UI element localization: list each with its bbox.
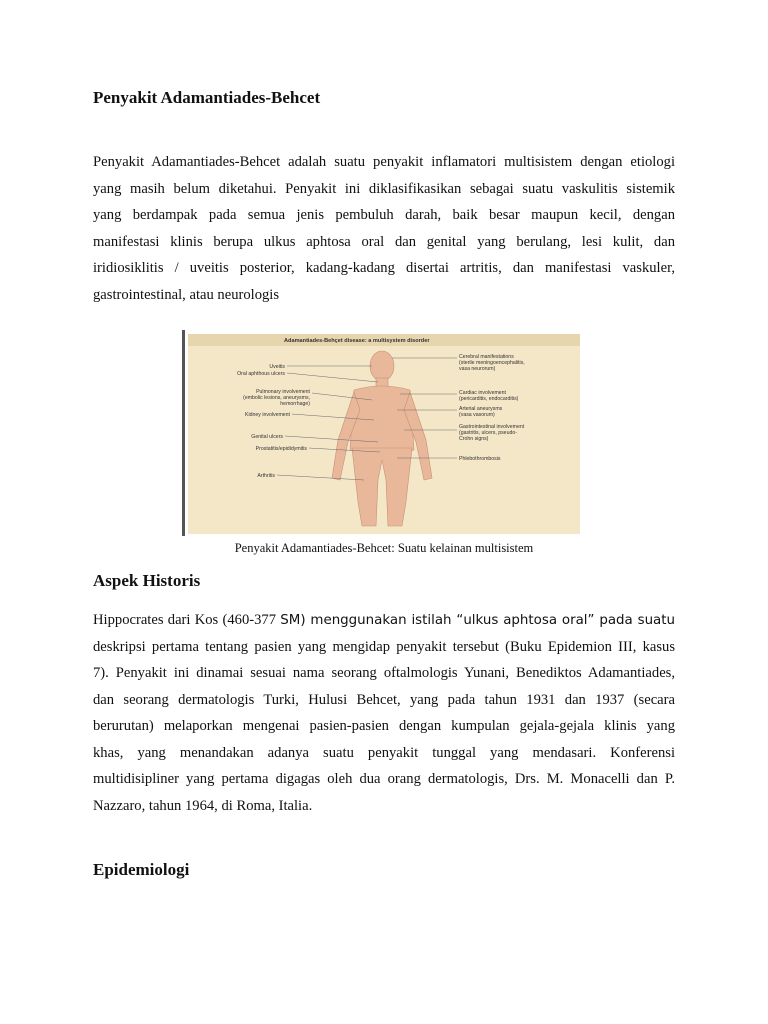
label-prostatitis: Prostatitis/epididymitis (255, 446, 307, 452)
text-line: 7). Penyakit ini dinamai sesuai nama seorang oftalmologis Yunani, Benediktos Adamantiades, (93, 665, 675, 681)
label-arterial-detail: (vasa vasorum) (459, 412, 495, 418)
text-line-part-sans: SM) menggunakan istilah “ulkus aphtosa oral” pada suatu (280, 613, 676, 628)
label-pulmonary-detail: (embolic lesions, aneurysms, (243, 395, 310, 401)
paragraph-historis (93, 607, 675, 819)
figure-caption: Penyakit Adamantiades-Behcet: Suatu kelainan multisistem (234, 541, 534, 555)
text-line: gastrointestinal, atau neurologis (93, 286, 280, 303)
text-line: iridiosiklitis / uveitis posterior, kadang-kadang disertai artritis, dan manifestasi vaskuler, (93, 260, 675, 276)
text-line: deskripsi pertama tentang pasien yang mengidap penyakit tersebut (Buku Epidemion III, kasus (93, 638, 675, 655)
text-line: Penyakit Adamantiades-Behcet adalah suatu penyakit inflamatori multisistem dengan etiologi (93, 154, 675, 170)
text-line: dan seorang dermatologis Turki, Hulusi Behcet, yang pada tahun 1931 dan 1937 (secara (93, 691, 675, 708)
label-arterial: Arterial aneurysms (459, 406, 503, 412)
label-pulmonary-detail2: hemorrhage) (280, 401, 310, 407)
figure-header: Adamantiades-Behçet disease: a multisystem disorder (284, 338, 430, 344)
title-epidemiologi: Epidemiologi (93, 860, 190, 879)
label-gastro-detail2: Crohn signs) (459, 436, 489, 442)
label-oral-ulcers: Oral aphthous ulcers (237, 371, 285, 377)
text-line: Nazzaro, tahun 1964, di Roma, Italia. (93, 797, 313, 814)
label-cerebral-detail: (sterile meningoencephalitis, (459, 360, 525, 366)
label-kidney: Kidney involvement (245, 412, 290, 418)
label-cardiac: Cardiac involvement (459, 390, 506, 396)
label-gastro-detail: (gastritis, ulcers, pseudo- (459, 430, 517, 436)
label-cerebral: Cerebral manifestations (459, 354, 514, 360)
text-line: khas, yang menandakan adanya suatu penyakit tunggal yang mendasari. Konferensi (93, 744, 675, 761)
paragraph-intro (93, 149, 675, 308)
label-uveitis: Uveitis (269, 364, 285, 370)
label-gastro: Gastrointestinal involvement (459, 424, 525, 430)
text-line: multidisipliner yang pertama digagas oleh dua orang dermatologis, Drs. M. Monacelli dan P. (93, 771, 675, 787)
text-line: yang masih belum diketahui. Penyakit ini diklasifikasikan sebagai suatu vaskulitis sistemik (93, 180, 675, 197)
text-line-part: Hippocrates dari Kos (460-377 (93, 612, 281, 628)
title-aspek-historis: Aspek Historis (93, 571, 201, 590)
label-cardiac-detail: (pericarditis, endocarditis) (459, 396, 519, 402)
text-line: berurutan) melaporkan mengenai pasien-pasien dengan kumpulan gejala-gejala klinis yang (93, 718, 675, 734)
label-pulmonary: Pulmonary involvement (256, 389, 310, 395)
label-genital-ulcers: Genital ulcers (251, 434, 283, 440)
title-penyakit: Penyakit Adamantiades-Behcet (93, 88, 321, 107)
figure-multisystem-diagram (182, 330, 580, 534)
label-phlebothrombosis: Phlebothrombosis (459, 456, 501, 462)
text-line: yang berdampak pada semua jenis pembuluh darah, baik besar maupun kecil, dengan (93, 207, 675, 223)
label-cerebral-detail2: vasa neurorum) (459, 366, 496, 372)
text-line: manifestasi klinis berupa ulkus aphtosa oral dan genital yang berulang, lesi kulit, dan (93, 233, 675, 250)
text-line-mixed (93, 607, 675, 634)
label-arthritis: Arthritis (257, 473, 275, 479)
